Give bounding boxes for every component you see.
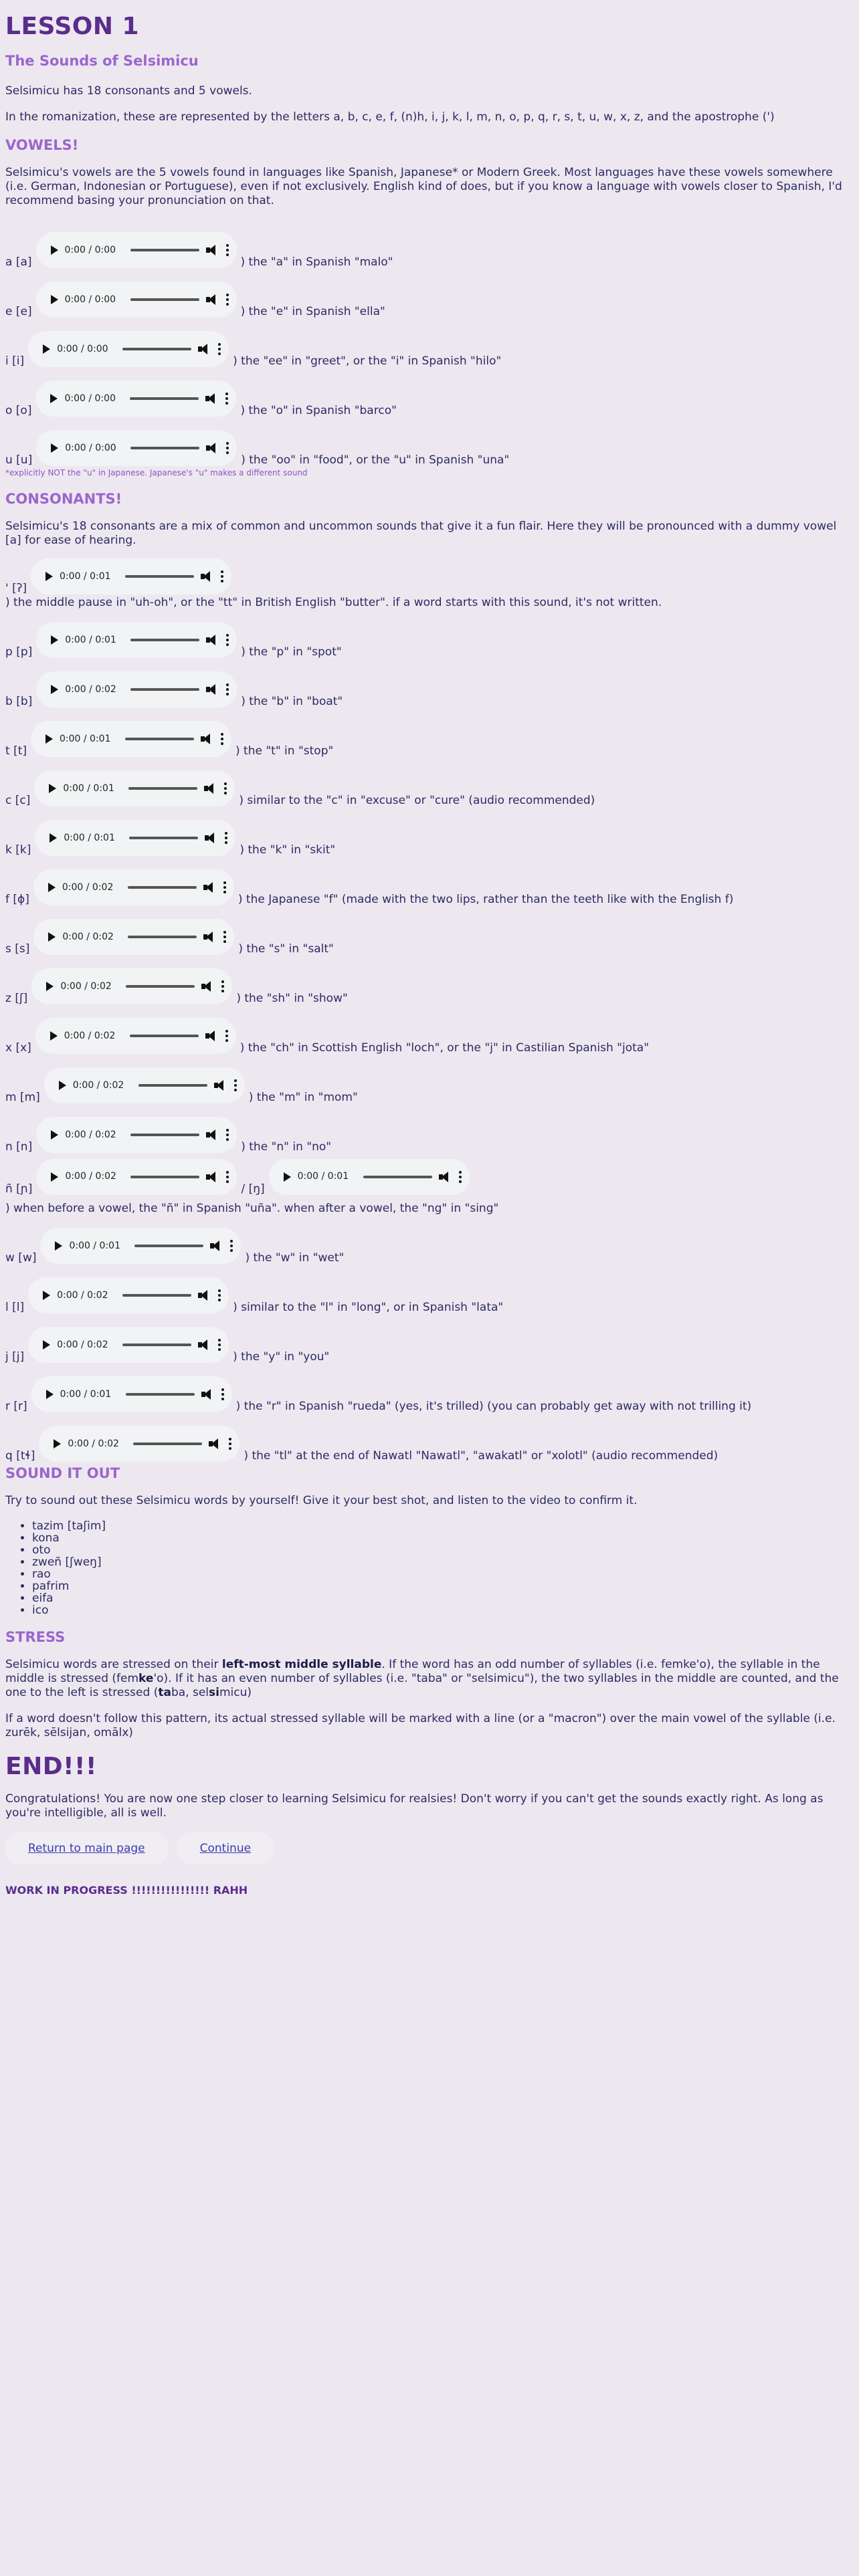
play-icon[interactable] <box>46 1390 54 1399</box>
sound-row <box>5 907 854 956</box>
volume-icon[interactable] <box>206 244 219 256</box>
audio-player[interactable] <box>28 1327 229 1363</box>
audio-progress-bar[interactable] <box>130 397 199 400</box>
volume-icon[interactable] <box>205 393 219 405</box>
consonant-list-2 <box>5 1216 854 1463</box>
audio-time: 0:00 / 0:02 <box>62 931 114 942</box>
more-options-icon[interactable] <box>226 1129 229 1141</box>
audio-time: 0:00 / 0:02 <box>60 980 112 992</box>
nav-buttons <box>5 1832 854 1864</box>
more-options-icon[interactable] <box>224 782 227 794</box>
audio-player[interactable] <box>31 721 231 757</box>
more-options-icon[interactable] <box>221 980 224 992</box>
play-icon[interactable] <box>50 394 58 403</box>
volume-icon[interactable] <box>203 931 217 943</box>
play-icon[interactable] <box>48 883 56 892</box>
word-list-item: • kona <box>32 1532 854 1544</box>
play-icon[interactable] <box>45 572 53 581</box>
audio-player[interactable] <box>36 1159 237 1195</box>
sound-row <box>5 1364 854 1414</box>
sound-label: n [n] <box>5 1140 33 1154</box>
audio-time: 0:00 / 0:01 <box>63 782 114 794</box>
sound-description: ) when before a vowel, the "ñ" in Spanish "uña". when after a vowel, the "ng" in "sing" <box>5 1202 499 1215</box>
continue-link[interactable]: Continue <box>177 1832 274 1864</box>
audio-time: 0:00 / 0:01 <box>60 1388 112 1400</box>
audio-progress-bar[interactable] <box>122 1294 191 1297</box>
sound-description: ) the "ee" in "greet", or the "i" in Spanish "hilo" <box>233 354 502 368</box>
wip-footer: WORK IN PROGRESS !!!!!!!!!!!!!!!! RAHH <box>5 1884 248 1897</box>
stress-text-1: Selsimicu words are stressed on their left-most middle syllable. If the word has an odd number of syllables (i.e. femke'o), the syllable in the middle is stressed (femke'o). If it has an even number of syllables (i.e. "taba" or "selsimicu"), the two syllables in the middle are counted, and the one to the left is stressed (taba, selsimicu) <box>5 1658 839 1699</box>
sound-row <box>5 659 854 709</box>
audio-time: 0:00 / 0:00 <box>57 343 108 354</box>
audio-progress-bar[interactable] <box>128 886 197 889</box>
audio-time: 0:00 / 0:01 <box>60 733 111 744</box>
volume-icon[interactable] <box>198 343 211 355</box>
word-list <box>5 1520 854 1616</box>
more-options-icon[interactable] <box>221 570 223 582</box>
volume-icon[interactable] <box>206 683 219 695</box>
sound-label: o [o] <box>5 404 32 417</box>
page-subtitle: The Sounds of Selsimicu <box>5 53 199 69</box>
sound-description: ) the "n" in "no" <box>241 1140 332 1154</box>
play-icon[interactable] <box>54 1439 61 1448</box>
soundout-heading: SOUND IT OUT <box>5 1465 120 1481</box>
volume-icon[interactable] <box>209 1438 222 1450</box>
play-icon[interactable] <box>284 1172 291 1182</box>
sound-row <box>5 418 854 467</box>
volume-icon[interactable] <box>214 1079 227 1091</box>
sound-row <box>5 1055 854 1105</box>
sound-description: ) the "sh" in "show" <box>236 992 348 1005</box>
volume-icon[interactable] <box>206 634 219 646</box>
sound-row <box>5 758 854 808</box>
sound-label: w [w] <box>5 1251 37 1265</box>
sound-label: a [a] <box>5 255 32 269</box>
sound-label: s [s] <box>5 942 30 956</box>
audio-progress-bar[interactable] <box>126 985 195 988</box>
audio-player[interactable] <box>31 1376 232 1412</box>
audio-player-alt[interactable] <box>269 1159 470 1195</box>
audio-player[interactable] <box>31 968 232 1004</box>
audio-player[interactable] <box>28 331 229 367</box>
audio-progress-bar[interactable] <box>138 1084 207 1087</box>
play-icon[interactable] <box>50 1031 58 1041</box>
more-options-icon[interactable] <box>230 1240 233 1252</box>
audio-time: 0:00 / 0:01 <box>64 832 115 843</box>
audio-player[interactable] <box>31 558 231 595</box>
consonant-list <box>5 560 854 1154</box>
sound-label: j [j] <box>5 1350 25 1364</box>
vowels-heading: VOWELS! <box>5 137 79 153</box>
sound-row <box>5 319 854 368</box>
audio-time: 0:00 / 0:00 <box>64 244 116 255</box>
sound-label: ñ [ɲ] <box>5 1182 33 1196</box>
sound-description: ) the Japanese "f" (made with the two lips, rather than the teeth like with the English f) <box>237 893 734 906</box>
sound-description: ) the "e" in Spanish "ella" <box>240 305 385 318</box>
audio-player[interactable] <box>36 430 237 466</box>
audio-time: 0:00 / 0:02 <box>65 1171 116 1182</box>
sound-description: ) the "tl" at the end of Nawatl "Nawatl", "awakatl" or "xolotl" (audio recommended) <box>244 1449 719 1463</box>
more-options-icon[interactable] <box>226 1171 229 1183</box>
audio-player[interactable] <box>35 381 236 417</box>
play-icon[interactable] <box>51 245 58 255</box>
word-list-item: • zweñ [ʃweŋ] <box>32 1556 854 1568</box>
audio-time: 0:00 / 0:02 <box>72 1079 124 1091</box>
sound-label: i [i] <box>5 354 25 368</box>
more-options-icon[interactable] <box>229 1438 231 1450</box>
audio-progress-bar[interactable] <box>122 1344 191 1346</box>
audio-player[interactable] <box>34 770 235 807</box>
more-options-icon[interactable] <box>218 1289 221 1301</box>
volume-icon[interactable] <box>198 1339 211 1351</box>
sound-description: ) the "y" in "you" <box>233 1350 330 1364</box>
return-main-page-link[interactable]: Return to main page <box>5 1832 168 1864</box>
word-list-item: • oto <box>32 1544 854 1556</box>
audio-player[interactable] <box>36 622 237 658</box>
sound-label: q [tɬ] <box>5 1449 35 1463</box>
vowel-footnote: *explicitly NOT the "u" in Japanese. Japanese's "u" makes a different sound <box>5 468 308 477</box>
sound-label: f [ɸ] <box>5 893 29 906</box>
more-options-icon[interactable] <box>225 1030 228 1042</box>
sound-description: ) the middle pause in "uh-oh", or the "tt" in British English "butter". if a word starts with this sound, it's not written. <box>5 596 662 609</box>
more-options-icon[interactable] <box>226 294 229 306</box>
sound-row <box>5 956 854 1006</box>
volume-icon[interactable] <box>203 881 217 893</box>
volume-icon[interactable] <box>198 1289 211 1301</box>
audio-player[interactable] <box>33 919 234 955</box>
more-options-icon[interactable] <box>221 1388 224 1400</box>
audio-progress-bar[interactable] <box>130 688 199 691</box>
sound-description: ) the "r" in Spanish "rueda" (yes, it's trilled) (you can probably get away with not trilling it) <box>235 1400 752 1413</box>
audio-progress-bar[interactable] <box>122 348 191 350</box>
volume-icon[interactable] <box>210 1240 223 1252</box>
stress-heading: STRESS <box>5 1629 66 1645</box>
sound-description: ) the "k" in "skit" <box>240 843 336 857</box>
sound-label: l [l] <box>5 1301 25 1314</box>
audio-time: 0:00 / 0:00 <box>64 294 116 305</box>
audio-progress-bar[interactable] <box>125 575 194 578</box>
sound-label: e [e] <box>5 305 32 318</box>
soundout-text: Try to sound out these Selsimicu words by yourself! Give it your best shot, and listen to the video to confirm it. <box>5 1494 638 1507</box>
audio-time: 0:00 / 0:00 <box>64 393 116 404</box>
sound-label: t [t] <box>5 744 27 758</box>
audio-progress-bar[interactable] <box>363 1176 432 1178</box>
audio-time: 0:00 / 0:02 <box>62 881 114 893</box>
audio-progress-bar[interactable] <box>130 298 199 301</box>
audio-player[interactable] <box>36 282 237 318</box>
audio-player[interactable] <box>35 1018 236 1054</box>
volume-icon[interactable] <box>201 570 214 582</box>
play-icon[interactable] <box>51 685 58 694</box>
more-options-icon[interactable] <box>226 244 229 256</box>
more-options-icon[interactable] <box>459 1171 462 1183</box>
audio-progress-bar[interactable] <box>128 936 197 938</box>
sound-row <box>5 368 854 418</box>
audio-progress-bar[interactable] <box>130 1134 199 1136</box>
word-list-item: • eifa <box>32 1592 854 1604</box>
sound-description: ) the "o" in Spanish "barco" <box>240 404 397 417</box>
more-options-icon[interactable] <box>223 881 226 893</box>
audio-time: 0:00 / 0:02 <box>68 1438 119 1449</box>
sound-label: u [u] <box>5 453 33 467</box>
play-icon[interactable] <box>43 1340 50 1350</box>
play-icon[interactable] <box>55 1241 62 1251</box>
audio-progress-bar[interactable] <box>129 837 198 839</box>
sound-description: ) the "p" in "spot" <box>241 645 342 659</box>
audio-time: 0:00 / 0:01 <box>297 1171 349 1182</box>
more-options-icon[interactable] <box>226 442 229 454</box>
sound-description: ) the "a" in Spanish "malo" <box>240 255 393 269</box>
volume-icon[interactable] <box>204 782 217 794</box>
sound-description: ) the "w" in "wet" <box>245 1251 345 1265</box>
audio-progress-bar[interactable] <box>126 1393 195 1396</box>
audio-player[interactable] <box>36 232 237 268</box>
more-options-icon[interactable] <box>218 343 221 355</box>
play-icon[interactable] <box>51 1130 58 1140</box>
play-icon[interactable] <box>48 932 56 942</box>
audio-time: 0:00 / 0:01 <box>60 570 111 582</box>
volume-icon[interactable] <box>205 832 218 844</box>
audio-player[interactable] <box>28 1277 229 1313</box>
audio-player[interactable] <box>33 869 234 905</box>
sound-row-nh <box>5 1154 854 1216</box>
audio-time: 0:00 / 0:01 <box>69 1240 120 1251</box>
play-icon[interactable] <box>43 1291 50 1300</box>
sound-description: ) the "m" in "mom" <box>248 1091 358 1104</box>
sound-label: x [x] <box>5 1041 31 1055</box>
sound-description: ) the "b" in "boat" <box>241 695 343 708</box>
word-list-item: • ico <box>32 1604 854 1616</box>
sound-label: m [m] <box>5 1091 40 1104</box>
more-options-icon[interactable] <box>234 1079 237 1091</box>
sound-description: ) similar to the "l" in "long", or in Spanish "lata" <box>233 1301 504 1314</box>
sound-label: r [r] <box>5 1400 27 1413</box>
sound-description: ) the "oo" in "food", or the "u" in Spanish "una" <box>241 453 510 467</box>
audio-time: 0:00 / 0:02 <box>65 1129 116 1140</box>
volume-icon[interactable] <box>439 1171 452 1183</box>
play-icon[interactable] <box>43 344 50 354</box>
audio-progress-bar[interactable] <box>130 447 199 449</box>
intro-text-2: In the romanization, these are represented by the letters a, b, c, e, f, (n)h, i, j, k, l, m, n, o, p, q, r, s, t, u, w, x, z, and the apostrophe (') <box>5 110 775 124</box>
vowel-list <box>5 220 854 467</box>
sound-row <box>5 560 854 610</box>
audio-player[interactable] <box>35 820 235 856</box>
audio-progress-bar[interactable] <box>134 1245 203 1247</box>
play-icon[interactable] <box>51 295 58 304</box>
sound-row <box>5 1006 854 1055</box>
sound-description: ) the "s" in "salt" <box>238 942 334 956</box>
sound-label: b [b] <box>5 695 33 708</box>
volume-icon[interactable] <box>201 980 215 992</box>
audio-player[interactable] <box>40 1228 241 1264</box>
audio-progress-bar[interactable] <box>133 1442 202 1445</box>
word-list-item: • tazim [taʃim] <box>32 1520 854 1532</box>
audio-time: 0:00 / 0:02 <box>57 1339 108 1350</box>
audio-player[interactable] <box>36 671 237 708</box>
audio-time: 0:00 / 0:02 <box>64 1030 116 1041</box>
volume-icon[interactable] <box>205 1030 219 1042</box>
sound-row <box>5 709 854 758</box>
more-options-icon[interactable] <box>221 733 223 745</box>
more-options-icon[interactable] <box>223 931 226 943</box>
vowels-text: Selsimicu's vowels are the 5 vowels found in languages like Spanish, Japanese* or Modern Greek. Most languages have these vowels somewhere (i.e. German, Indonesian or Portuguese), even if not exclusively. English kind of does, but if you know a language with vowels closer to Spanish, I'd recommend basing your pronunciation on that. <box>5 166 842 207</box>
sound-row <box>5 270 854 319</box>
audio-player[interactable] <box>36 1117 237 1153</box>
word-list-item: • pafrim <box>32 1580 854 1592</box>
sound-label: z [ʃ] <box>5 992 28 1005</box>
sound-row <box>5 857 854 907</box>
word-list-item: • rao <box>32 1568 854 1580</box>
more-options-icon[interactable] <box>225 832 227 844</box>
sound-label: p [p] <box>5 645 33 659</box>
audio-progress-bar[interactable] <box>130 1176 199 1178</box>
sound-row <box>5 1265 854 1315</box>
stress-text-2: If a word doesn't follow this pattern, its actual stressed syllable will be marked with a line (or a "macron") over the main vowel of the syllable (i.e. zurēk, sēlsijan, omālx) <box>5 1712 836 1739</box>
volume-icon[interactable] <box>206 294 219 306</box>
volume-icon[interactable] <box>206 1171 219 1183</box>
consonants-heading: CONSONANTS! <box>5 491 122 507</box>
play-icon[interactable] <box>59 1081 66 1090</box>
play-icon[interactable] <box>50 833 57 843</box>
audio-player[interactable] <box>39 1426 240 1462</box>
sound-row <box>5 220 854 270</box>
sound-row <box>5 1315 854 1364</box>
play-icon[interactable] <box>46 982 54 991</box>
more-options-icon[interactable] <box>218 1339 221 1351</box>
more-options-icon[interactable] <box>225 393 228 405</box>
sound-description: ) the "ch" in Scottish English "loch", or the "j" in Castilian Spanish "jota" <box>240 1041 650 1055</box>
audio-progress-bar[interactable] <box>130 249 199 251</box>
sound-label: c [c] <box>5 794 31 807</box>
sound-label: k [k] <box>5 843 31 857</box>
play-icon[interactable] <box>49 784 56 793</box>
play-icon[interactable] <box>45 734 53 744</box>
audio-time: 0:00 / 0:02 <box>65 683 116 695</box>
audio-time: 0:00 / 0:00 <box>65 442 116 453</box>
sound-row <box>5 610 854 659</box>
volume-icon[interactable] <box>206 442 219 454</box>
intro-text-1: Selsimicu has 18 consonants and 5 vowels. <box>5 84 252 98</box>
audio-player[interactable] <box>44 1067 245 1103</box>
play-icon[interactable] <box>51 1172 58 1182</box>
sound-description: ) similar to the "c" in "excuse" or "cure" (audio recommended) <box>239 794 595 807</box>
audio-progress-bar[interactable] <box>130 639 199 641</box>
volume-icon[interactable] <box>206 1129 219 1141</box>
sound-label-alt: / [ŋ] <box>241 1182 265 1196</box>
play-icon[interactable] <box>51 635 58 645</box>
volume-icon[interactable] <box>201 733 214 745</box>
sound-description: ) the "t" in "stop" <box>235 744 334 758</box>
audio-progress-bar[interactable] <box>128 787 197 790</box>
audio-time: 0:00 / 0:01 <box>65 634 116 645</box>
audio-time: 0:00 / 0:02 <box>57 1289 108 1301</box>
sound-label: ' [ʔ] <box>5 582 27 595</box>
page-title: LESSON 1 <box>5 13 140 40</box>
audio-progress-bar[interactable] <box>130 1035 199 1037</box>
more-options-icon[interactable] <box>226 634 229 646</box>
end-text: Congratulations! You are now one step closer to learning Selsimicu for realsies! Don't worry if you can't get the sounds exactly right. As long as you're intelligible, all is well. <box>5 1792 824 1820</box>
sound-row <box>5 1105 854 1154</box>
sound-row <box>5 1414 854 1463</box>
sound-row <box>5 1216 854 1265</box>
play-icon[interactable] <box>51 443 58 453</box>
end-heading: END!!! <box>5 1753 97 1780</box>
sound-row <box>5 808 854 857</box>
volume-icon[interactable] <box>201 1388 215 1400</box>
more-options-icon[interactable] <box>226 683 229 695</box>
consonants-text: Selsimicu's 18 consonants are a mix of common and uncommon sounds that give it a fun flair. Here they will be pronounced with a dummy vowel [a] for ease of hearing. <box>5 520 837 547</box>
audio-progress-bar[interactable] <box>125 738 194 740</box>
